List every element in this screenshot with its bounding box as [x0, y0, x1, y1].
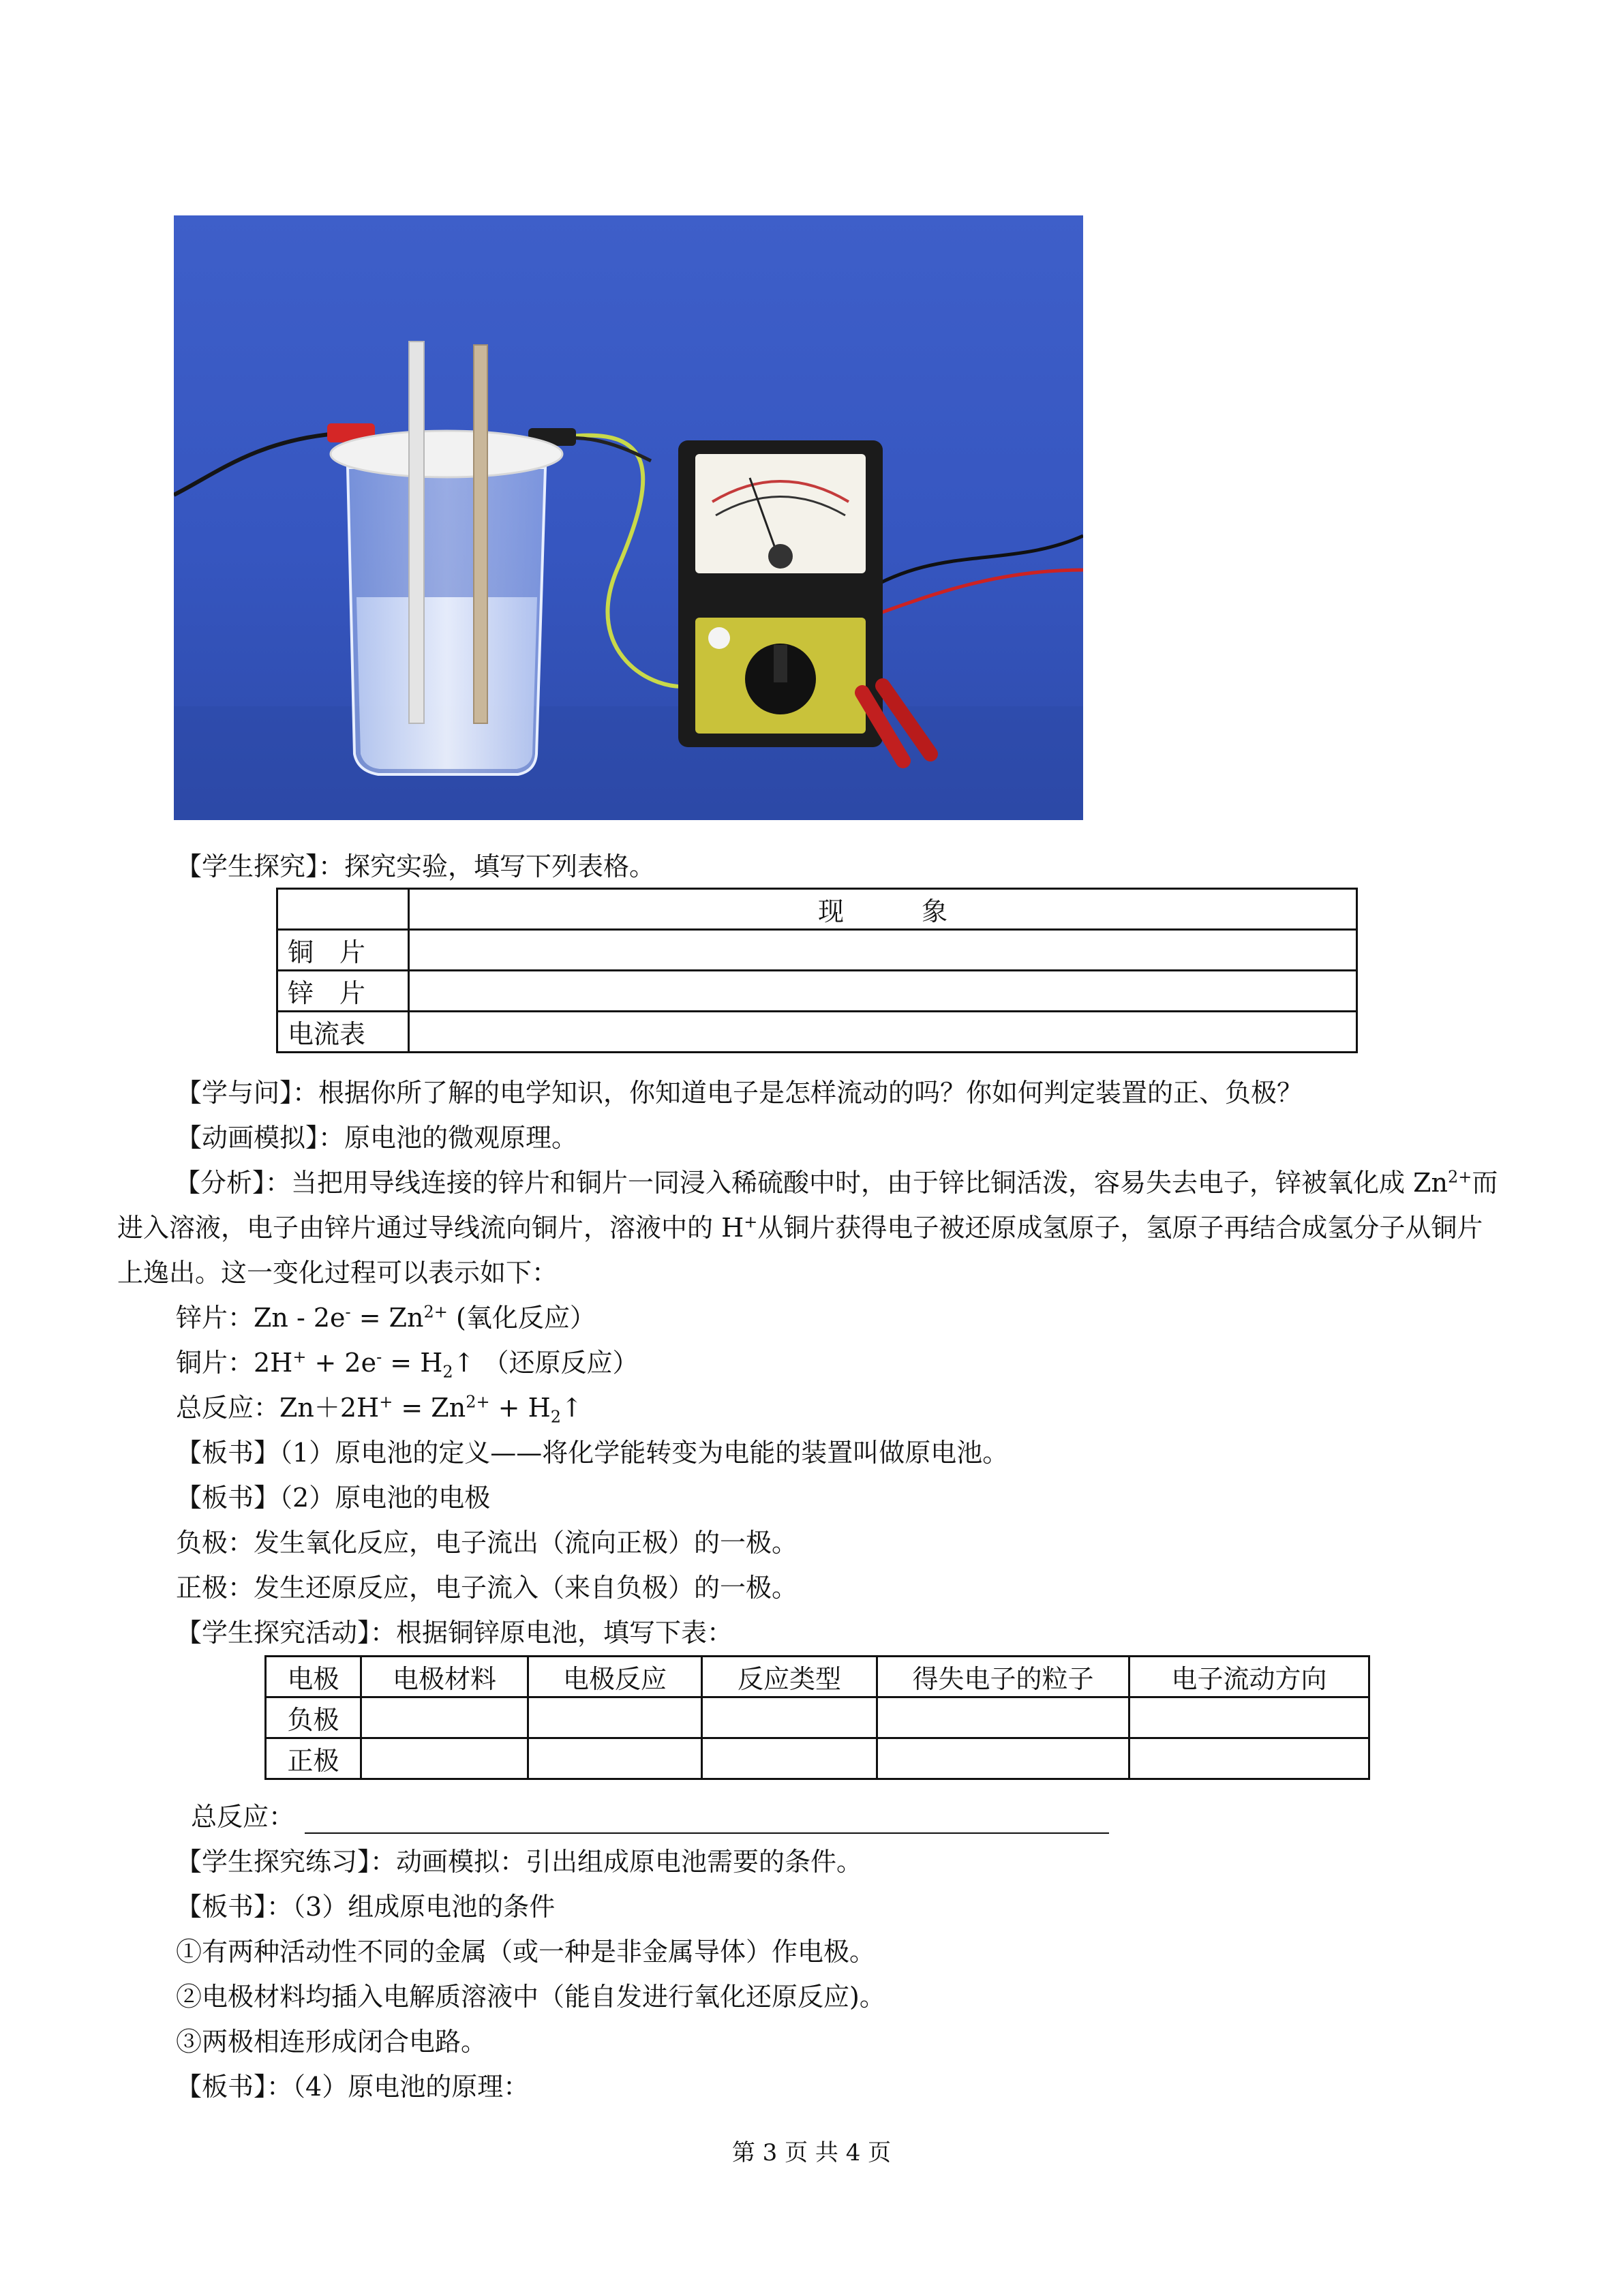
section-text: ：动画模拟：引出组成原电池需要的条件。 — [370, 1847, 863, 1877]
section-text: ：（4）原电池的原理： — [267, 2072, 530, 2102]
eq-text: = Zn — [393, 1393, 466, 1423]
eq-text: = H — [382, 1348, 443, 1378]
superscript: 2+ — [466, 1392, 490, 1412]
section-text: ：（3）组成原电池的条件 — [267, 1892, 556, 1922]
section-text: （2）原电池的电极 — [279, 1483, 491, 1513]
analysis-text-2: 而进入溶液，电子由锌片通过导线流向铜片，溶液中的 H — [117, 1168, 1498, 1243]
eq-text: 铜片：2H — [176, 1348, 293, 1378]
table-cell-empty[interactable] — [877, 1697, 1129, 1738]
section-text: ：根据铜锌原电池，填写下表： — [370, 1618, 733, 1648]
section-label: 【板书】 — [176, 1892, 267, 1922]
learn-ask-line — [176, 1076, 1303, 1110]
eq-text: (氧化反应） — [447, 1303, 596, 1333]
table-header-cell: 反应类型 — [702, 1657, 877, 1697]
table-cell-empty[interactable] — [528, 1697, 702, 1738]
total-reaction-label: 总反应： — [191, 1802, 295, 1832]
student-explore-line — [176, 849, 655, 883]
board-conditions — [176, 1890, 555, 1924]
table-header-cell: 电极反应 — [528, 1657, 702, 1697]
practice-line — [176, 1845, 862, 1879]
table-row-label: 正极 — [266, 1738, 361, 1779]
positive-electrode-text: 正极：发生还原反应，电子流入（来自负极）的一极。 — [176, 1573, 798, 1603]
analysis-paragraph — [117, 1160, 1508, 1295]
condition-item: ②电极材料均插入电解质溶液中（能自发进行氧化还原反应)。 — [176, 1982, 885, 2012]
table-header-cell: 电极材料 — [361, 1657, 528, 1697]
phenomenon-table — [276, 888, 1358, 1053]
table-cell-empty[interactable] — [361, 1738, 528, 1779]
animation-line — [176, 1121, 577, 1155]
section-label: 【分析】 — [175, 1168, 266, 1198]
eq-text: + H — [489, 1393, 551, 1423]
table-cell-empty[interactable] — [409, 1012, 1357, 1053]
analysis-text-1: ：当把用导线连接的锌片和铜片一同浸入稀硫酸中时，由于锌比铜活泼，容易失去电子，锌被氧化成 Zn — [265, 1168, 1448, 1198]
superscript: 2+ — [423, 1302, 448, 1322]
superscript: + — [379, 1392, 393, 1412]
table-cell-empty[interactable] — [702, 1697, 877, 1738]
table-corner-cell — [277, 889, 409, 930]
superscript: + — [292, 1347, 307, 1367]
table-cell-empty[interactable] — [361, 1697, 528, 1738]
superscript: 2+ — [1447, 1167, 1472, 1187]
section-label: 【学生探究活动】 — [176, 1618, 371, 1648]
section-text: （1）原电池的定义——将化学能转变为电能的装置叫做原电池。 — [279, 1438, 1009, 1468]
table-cell-empty[interactable] — [877, 1738, 1129, 1779]
section-text: ：原电池的微观原理。 — [318, 1123, 578, 1153]
total-reaction-blank[interactable] — [305, 1832, 1109, 1834]
table-cell-empty[interactable] — [1129, 1697, 1369, 1738]
eq-text: ↑ — [561, 1393, 583, 1423]
subscript: 2 — [442, 1362, 453, 1382]
section-label: 【板书】 — [176, 1438, 280, 1468]
zinc-equation — [176, 1301, 596, 1335]
section-label: 【动画模拟】 — [176, 1123, 319, 1153]
table-header-cell: 电极 — [266, 1657, 361, 1697]
table-cell-empty[interactable] — [528, 1738, 702, 1779]
eq-text: 总反应：Zn＋2H — [176, 1393, 380, 1423]
table-cell-empty[interactable] — [702, 1738, 877, 1779]
condition-item: ①有两种活动性不同的金属（或一种是非金属导体）作电极。 — [176, 1937, 876, 1967]
negative-electrode-text: 负极：发生氧化反应，电子流出（流向正极）的一极。 — [176, 1528, 798, 1558]
eq-text: 锌片：Zn - 2e — [176, 1303, 346, 1333]
section-label: 【板书】 — [176, 1483, 280, 1513]
table-header-cell: 得失电子的粒子 — [877, 1657, 1129, 1697]
table-row-label: 电流表 — [277, 1012, 409, 1053]
superscript: - — [376, 1347, 382, 1367]
table-cell-empty[interactable] — [409, 971, 1357, 1012]
board-principle — [176, 2070, 529, 2104]
section-label: 【学与问】 — [176, 1078, 293, 1108]
page-footer: 第 3 页 共 4 页 — [731, 2139, 892, 2166]
section-text: ：根据你所了解的电学知识，你知道电子是怎样流动的吗？你如何判定装置的正、负极？ — [292, 1078, 1303, 1108]
table-header-phenomenon: 现 象 — [409, 889, 1357, 930]
superscript: - — [345, 1302, 351, 1322]
total-equation — [176, 1391, 583, 1425]
table-cell-empty[interactable] — [1129, 1738, 1369, 1779]
eq-text: = Zn — [350, 1303, 424, 1333]
superscript: + — [744, 1212, 758, 1232]
table-row-label: 负极 — [266, 1697, 361, 1738]
board-definition — [176, 1436, 1008, 1470]
activity-line — [176, 1616, 733, 1650]
subscript: 2 — [550, 1407, 561, 1427]
condition-item: ③两极相连形成闭合电路。 — [176, 2027, 487, 2057]
section-label: 【板书】 — [176, 2072, 267, 2102]
section-text: ：探究实验，填写下列表格。 — [318, 851, 656, 881]
table-row-label: 锌 片 — [277, 971, 409, 1012]
table-cell-empty[interactable] — [409, 930, 1357, 971]
table-header-cell: 电子流动方向 — [1129, 1657, 1369, 1697]
table-row-label: 铜 片 — [277, 930, 409, 971]
section-label: 【学生探究练习】 — [176, 1847, 371, 1877]
copper-equation — [176, 1346, 639, 1380]
eq-text: + 2e — [306, 1348, 377, 1378]
board-electrode — [176, 1481, 490, 1515]
section-label: 【学生探究】 — [176, 851, 319, 881]
analysis-text-3: 从铜片获得电子被还原成氢原子，氢原子再结合成氢分子从铜片上逸出。这一变化过程可以表示如下： — [117, 1213, 1483, 1288]
electrode-table — [264, 1655, 1370, 1780]
eq-text: ↑ （还原反应） — [453, 1348, 639, 1378]
experiment-photo — [174, 215, 1083, 820]
